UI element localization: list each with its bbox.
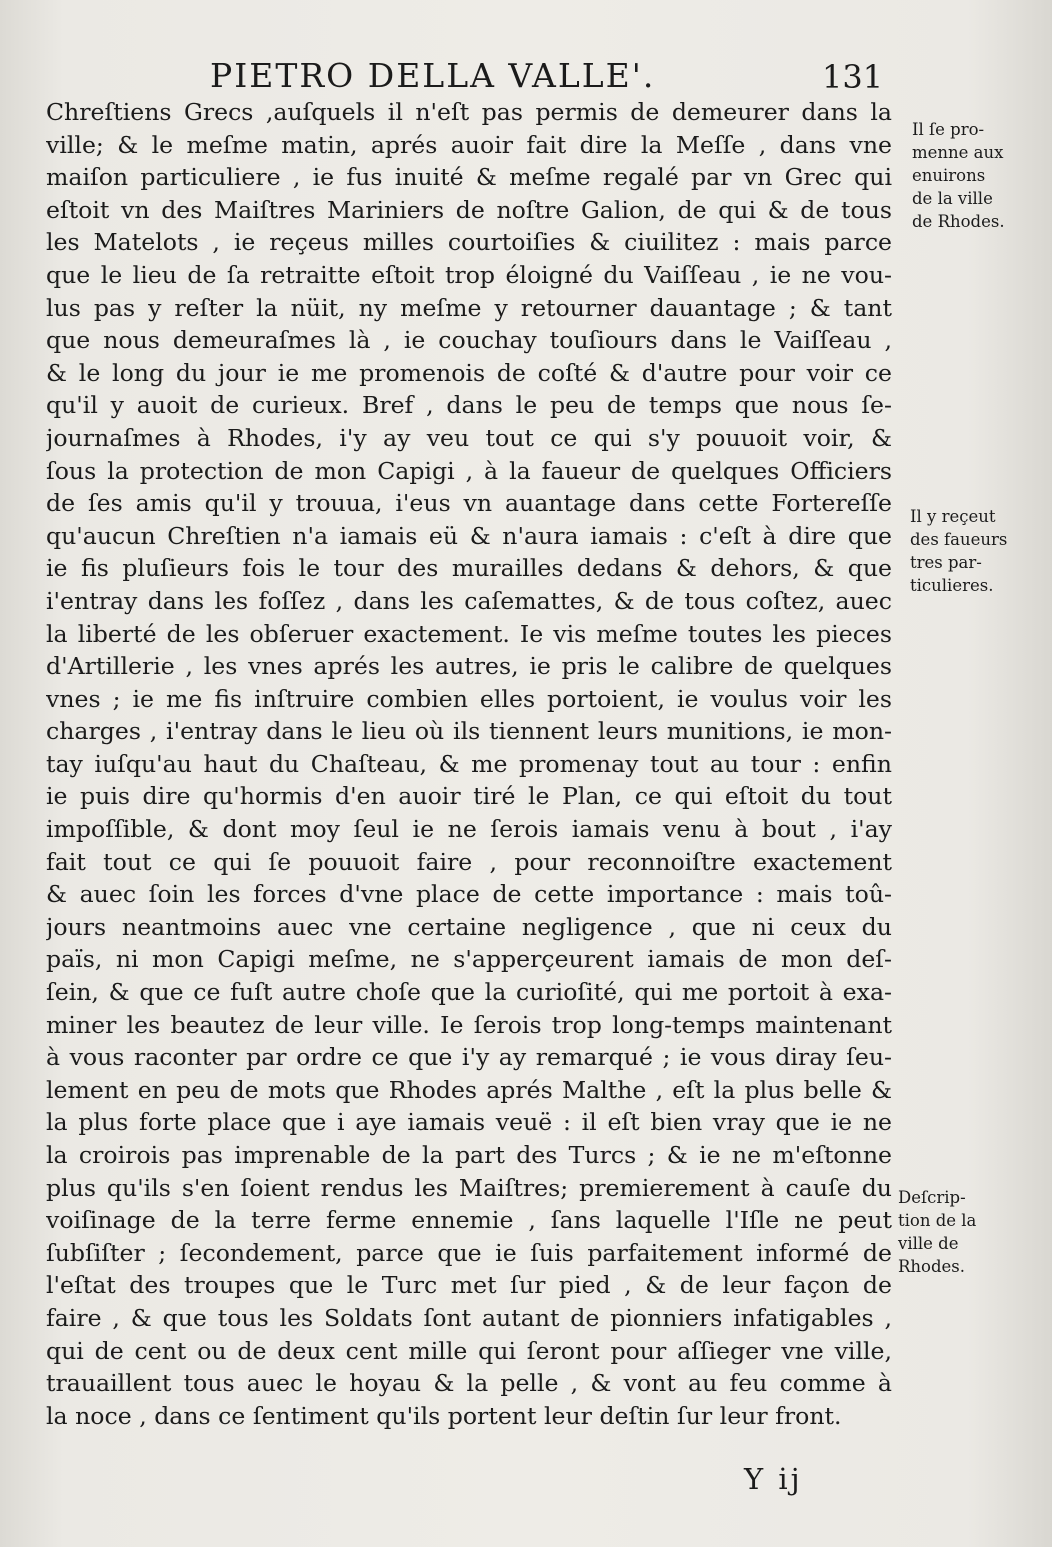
margin-note-line: tres par- [910, 553, 982, 572]
text-line: vnes ; ie me fis inſtruire combien elles portoient, ie voulus voir les [46, 684, 892, 713]
text-line: la croirois pas imprenable de la part des Turcs ; & ie ne m'eſtonne [46, 1141, 892, 1169]
text-line: trauaillent tous auec le hoyau & la pelle , & vont au feu comme à [46, 1369, 892, 1398]
running-head: PIETRO DELLA VALLE'. [210, 56, 656, 95]
text-line: les Matelots , ie reçeus milles courtoiſies & ciuilitez : mais parce [46, 228, 892, 257]
text-line: maiſon particuliere , ie fus inuité & meſme regalé par vn Grec qui [46, 163, 892, 192]
margin-note-line: Il ſe pro- [912, 120, 985, 139]
margin-note [910, 505, 1007, 597]
page-number: 131 [822, 58, 884, 96]
text-line: lus pas y reſter la nüit, ny meſme y retourner dauantage ; & tant [46, 293, 892, 322]
margin-note-line: de Rhodes. [912, 212, 1005, 231]
text-line: journaſmes à Rhodes, i'y ay veu tout ce qui s'y pouuoit voir, & [46, 423, 892, 452]
text-line: ville; & le meſme matin, aprés auoir fait dire la Meſſe , dans vne [46, 130, 892, 159]
margin-note-line: ville de [898, 1234, 959, 1253]
text-line: la liberté de les obſeruer exactement. Ie vis meſme toutes les pieces [46, 619, 892, 648]
text-line: d'Artillerie , les vnes aprés les autres, ie pris le calibre de quelques [46, 652, 892, 681]
text-line: voiſinage de la terre ferme ennemie , ſans laquelle l'Iſle ne peut [46, 1206, 892, 1235]
text-line: ſein, & que ce fuſt autre choſe que la curioſité, qui me portoit à exa- [46, 978, 892, 1007]
text-line: & le long du jour ie me promenois de coſté & d'autre pour voir ce [46, 358, 892, 387]
margin-note [898, 1186, 976, 1278]
margin-note-line: tion de la [898, 1211, 977, 1230]
text-line: charges , i'entray dans le lieu où ils tiennent leurs munitions, ie mon- [46, 717, 892, 746]
text-line: qu'il y auoit de curieux. Bref , dans le peu de temps que nous ſe- [46, 391, 892, 420]
text-line: & auec ſoin les forces d'vne place de cette importance : mais toû- [46, 880, 892, 909]
text-line: ie puis dire qu'hormis d'en auoir tiré le Plan, ce qui eſtoit du tout [46, 782, 892, 811]
text-line: faire , & que tous les Soldats ſont autant de pionniers infatigables , [46, 1303, 892, 1332]
margin-note-line: enuirons [912, 166, 986, 185]
text-line: jours neantmoins auec vne certaine negligence , que ni ceux du [46, 912, 892, 941]
text-line: qu'aucun Chreſtien n'a iamais eü & n'aura iamais : c'eſt à dire que [46, 521, 892, 550]
margin-note-line: Deſcrip- [898, 1188, 966, 1207]
text-line: miner les beautez de leur ville. Ie ſerois trop long-temps maintenant [46, 1010, 892, 1039]
text-line: i'entray dans les foſſez , dans les caſemattes, & de tous coſtez, auec [46, 586, 892, 615]
text-line: que le lieu de ſa retraitte eſtoit trop éloigné du Vaiſſeau , ie ne vou- [46, 260, 892, 289]
text-line: fait tout ce qui ſe pouuoit faire , pour reconnoiſtre exactement [46, 847, 892, 876]
text-line: lement en peu de mots que Rhodes aprés Malthe , eſt la plus belle & [46, 1075, 892, 1104]
text-line: tay iuſqu'au haut du Chaſteau, & me promenay tout au tour : enfin [46, 749, 892, 778]
text-line: de ſes amis qu'il y trouua, i'eus vn auantage dans cette Fortereſſe [46, 489, 892, 518]
margin-note-line: Il y reçeut [910, 507, 996, 526]
text-line: ſous la protection de mon Capigi , à la faueur de quelques Officiers [46, 456, 892, 485]
text-line: plus qu'ils s'en ſoient rendus les Maiſtres; premierement à cauſe du [46, 1173, 892, 1202]
text-line: l'eſtat des troupes que le Turc met ſur pied , & de leur façon de [46, 1271, 892, 1300]
margin-note [912, 118, 1005, 233]
text-line: ſubſiſter ; ſecondement, parce que ie ſuis parfaitement informé de [46, 1238, 892, 1267]
text-line: la noce , dans ce ſentiment qu'ils portent leur deſtin ſur leur front. [46, 1401, 842, 1430]
text-line: que nous demeuraſmes là , ie couchay touſiours dans le Vaiſſeau , [46, 326, 892, 355]
text-line: qui de cent ou de deux cent mille qui ſeront pour aſſieger vne ville, [46, 1336, 892, 1365]
text-line: impoſſible, & dont moy ſeul ie ne ſerois iamais venu à bout , i'ay [46, 815, 892, 844]
margin-note-line: menne aux [912, 143, 1004, 162]
text-line: païs, ni mon Capigi meſme, ne s'apperçeurent iamais de mon deſ- [46, 945, 892, 974]
text-line: à vous raconter par ordre ce que i'y ay remarqué ; ie vous diray ſeu- [46, 1043, 892, 1072]
body-text [46, 96, 892, 1432]
margin-note-line: ticulieres. [910, 576, 994, 595]
text-line: la plus forte place que i aye iamais veuë : il eſt bien vray que ie ne [46, 1108, 892, 1137]
text-line: Chreſtiens Grecs ,auſquels il n'eſt pas permis de demeurer dans la [46, 98, 892, 126]
margin-note-line: Rhodes. [898, 1257, 966, 1276]
text-line: ie fis pluſieurs fois le tour des murailles dedans & dehors, & que [46, 554, 892, 583]
margin-note-line: des faueurs [910, 530, 1008, 549]
margin-note-line: de la ville [912, 189, 993, 208]
text-line: eſtoit vn des Maiſtres Mariniers de noſtre Galion, de qui & de tous [46, 195, 892, 224]
signature-mark: Y ij [744, 1462, 803, 1496]
